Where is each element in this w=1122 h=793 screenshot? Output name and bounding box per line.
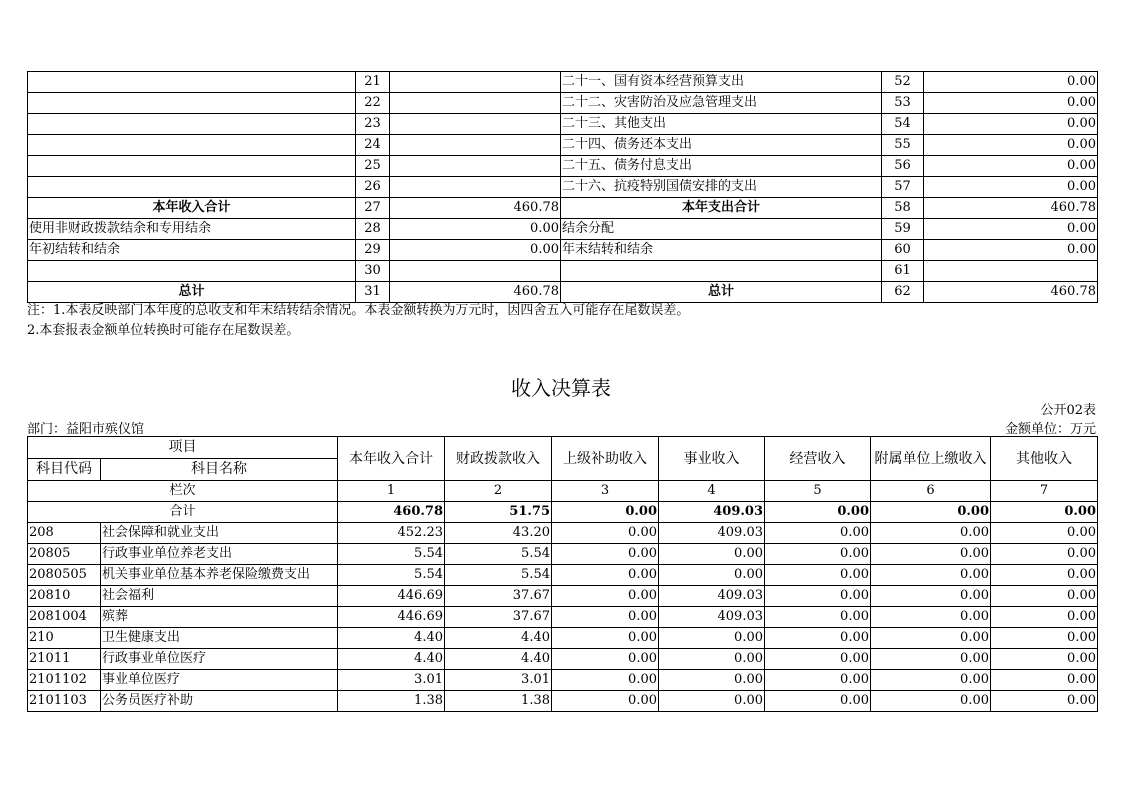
- subject-name: 行政事业单位养老支出: [101, 544, 338, 565]
- header-name: 科目名称: [101, 459, 338, 481]
- summary-right-no: 56: [882, 156, 924, 177]
- note-line-2: 2.本套报表金额单位转换时可能存在尾数误差。: [27, 323, 300, 338]
- subject-name: 事业单位医疗: [101, 670, 338, 691]
- summary-right-label: 二十三、其他支出: [561, 114, 882, 135]
- amount-cell: 446.69: [338, 607, 445, 628]
- amount-cell: 0.00: [552, 691, 659, 712]
- subject-code: 210: [28, 628, 101, 649]
- summary-right-amount: 460.78: [924, 282, 1098, 303]
- amount-cell: 0.00: [552, 544, 659, 565]
- summary-left-label: 使用非财政拨款结余和专用结余: [28, 219, 356, 240]
- summary-right-label: 总计: [561, 282, 882, 303]
- summary-left-amount: [390, 114, 561, 135]
- table-row: [28, 586, 1098, 607]
- summary-right-label: 本年支出合计: [561, 198, 882, 219]
- summary-left-no: 26: [356, 177, 390, 198]
- summary-left-label: 总计: [28, 282, 356, 303]
- summary-right-label: 二十六、抗疫特别国债安排的支出: [561, 177, 882, 198]
- department-label: 部门：益阳市殡仪馆: [27, 422, 145, 437]
- summary-left-amount: [390, 93, 561, 114]
- amount-cell: 0.00: [659, 544, 765, 565]
- summary-right-label: 二十五、债务付息支出: [561, 156, 882, 177]
- amount-cell: 0.00: [765, 523, 871, 544]
- amount-cell: 3.01: [445, 670, 552, 691]
- summary-right-no: 60: [882, 240, 924, 261]
- subject-code: 20805: [28, 544, 101, 565]
- summary-row: [28, 177, 1098, 198]
- summary-left-no: 21: [356, 72, 390, 93]
- header-col-1: 本年收入合计: [338, 437, 445, 481]
- subject-code: 2080505: [28, 565, 101, 586]
- amount-cell: 0.00: [991, 628, 1098, 649]
- amount-cell: 5.54: [445, 565, 552, 586]
- table-row: [28, 670, 1098, 691]
- table-row: [28, 523, 1098, 544]
- summary-row: [28, 156, 1098, 177]
- amount-cell: 0.00: [991, 565, 1098, 586]
- amount-cell: 0.00: [871, 544, 991, 565]
- summary-left-no: 28: [356, 219, 390, 240]
- summary-row: [28, 114, 1098, 135]
- summary-left-label: [28, 114, 356, 135]
- amount-cell: 4.40: [445, 649, 552, 670]
- column-index: 1: [338, 481, 445, 502]
- summary-right-no: 55: [882, 135, 924, 156]
- summary-right-amount: 0.00: [924, 93, 1098, 114]
- summary-right-label: 年末结转和结余: [561, 240, 882, 261]
- amount-cell: 0.00: [552, 523, 659, 544]
- summary-row: [28, 72, 1098, 93]
- subject-name: 社会福利: [101, 586, 338, 607]
- amount-cell: 452.23: [338, 523, 445, 544]
- total-cell: 51.75: [445, 502, 552, 523]
- total-cell: 0.00: [765, 502, 871, 523]
- amount-cell: 0.00: [659, 649, 765, 670]
- note-line-1: 注：1.本表反映部门本年度的总收支和年末结转结余情况。本表金额转换为万元时，因四舍五入可能存在尾数误差。: [27, 303, 690, 318]
- column-index-label: 栏次: [28, 481, 338, 502]
- summary-left-label: [28, 135, 356, 156]
- column-index: 7: [991, 481, 1098, 502]
- amount-cell: 446.69: [338, 586, 445, 607]
- summary-right-label: 二十二、灾害防治及应急管理支出: [561, 93, 882, 114]
- page-title: 收入决算表: [511, 376, 611, 400]
- summary-row: [28, 261, 1098, 282]
- column-index: 5: [765, 481, 871, 502]
- header-col-5: 经营收入: [765, 437, 871, 481]
- summary-right-no: 58: [882, 198, 924, 219]
- amount-cell: 0.00: [552, 586, 659, 607]
- amount-cell: 0.00: [871, 586, 991, 607]
- amount-cell: 0.00: [991, 523, 1098, 544]
- summary-right-label: 结余分配: [561, 219, 882, 240]
- amount-cell: 4.40: [445, 628, 552, 649]
- amount-cell: 0.00: [765, 607, 871, 628]
- amount-cell: 1.38: [338, 691, 445, 712]
- total-cell: 460.78: [338, 502, 445, 523]
- amount-cell: 0.00: [659, 670, 765, 691]
- amount-cell: 0.00: [552, 628, 659, 649]
- total-cell: 0.00: [991, 502, 1098, 523]
- header-col-4: 事业收入: [659, 437, 765, 481]
- amount-cell: 0.00: [552, 607, 659, 628]
- summary-right-no: 57: [882, 177, 924, 198]
- amount-cell: 3.01: [338, 670, 445, 691]
- amount-cell: 409.03: [659, 607, 765, 628]
- amount-cell: 0.00: [552, 565, 659, 586]
- subject-name: 公务员医疗补助: [101, 691, 338, 712]
- subject-code: 2101103: [28, 691, 101, 712]
- summary-right-amount: [924, 261, 1098, 282]
- subject-code: 21011: [28, 649, 101, 670]
- table-row: [28, 628, 1098, 649]
- summary-right-no: 54: [882, 114, 924, 135]
- total-cell: 0.00: [871, 502, 991, 523]
- summary-right-amount: 0.00: [924, 135, 1098, 156]
- amount-cell: 0.00: [552, 649, 659, 670]
- header-col-7: 其他收入: [991, 437, 1098, 481]
- summary-left-amount: [390, 156, 561, 177]
- subject-code: 20810: [28, 586, 101, 607]
- income-expense-summary-table: [27, 71, 1098, 303]
- amount-cell: 43.20: [445, 523, 552, 544]
- amount-cell: 5.54: [445, 544, 552, 565]
- subject-name: 社会保障和就业支出: [101, 523, 338, 544]
- summary-left-label: [28, 72, 356, 93]
- table-row: [28, 691, 1098, 712]
- summary-right-no: 61: [882, 261, 924, 282]
- summary-row: [28, 282, 1098, 303]
- amount-cell: 5.54: [338, 544, 445, 565]
- summary-left-label: [28, 261, 356, 282]
- column-index: 2: [445, 481, 552, 502]
- amount-cell: 0.00: [991, 544, 1098, 565]
- summary-left-amount: 0.00: [390, 240, 561, 261]
- amount-cell: 0.00: [871, 628, 991, 649]
- amount-cell: 0.00: [765, 670, 871, 691]
- amount-cell: 0.00: [871, 691, 991, 712]
- amount-cell: 0.00: [765, 628, 871, 649]
- summary-right-no: 59: [882, 219, 924, 240]
- summary-left-no: 29: [356, 240, 390, 261]
- amount-cell: 0.00: [871, 670, 991, 691]
- subject-name: 卫生健康支出: [101, 628, 338, 649]
- summary-left-amount: [390, 177, 561, 198]
- summary-left-label: [28, 93, 356, 114]
- summary-left-amount: 0.00: [390, 219, 561, 240]
- summary-right-no: 52: [882, 72, 924, 93]
- table-row: [28, 607, 1098, 628]
- amount-cell: 0.00: [659, 628, 765, 649]
- column-index: 4: [659, 481, 765, 502]
- summary-right-amount: 0.00: [924, 219, 1098, 240]
- summary-row: [28, 240, 1098, 261]
- summary-right-amount: 0.00: [924, 72, 1098, 93]
- summary-right-amount: 0.00: [924, 177, 1098, 198]
- form-number: 公开02表: [1040, 403, 1096, 418]
- summary-left-label: 年初结转和结余: [28, 240, 356, 261]
- column-index: 6: [871, 481, 991, 502]
- amount-cell: 5.54: [338, 565, 445, 586]
- summary-right-amount: 460.78: [924, 198, 1098, 219]
- summary-left-amount: 460.78: [390, 198, 561, 219]
- summary-left-no: 22: [356, 93, 390, 114]
- subject-name: 行政事业单位医疗: [101, 649, 338, 670]
- summary-left-no: 24: [356, 135, 390, 156]
- summary-left-no: 30: [356, 261, 390, 282]
- amount-cell: 0.00: [765, 691, 871, 712]
- column-index: 3: [552, 481, 659, 502]
- table-row: [28, 565, 1098, 586]
- amount-cell: 0.00: [991, 586, 1098, 607]
- amount-cell: 409.03: [659, 523, 765, 544]
- amount-cell: 0.00: [765, 565, 871, 586]
- subject-code: 2101102: [28, 670, 101, 691]
- summary-left-label: 本年收入合计: [28, 198, 356, 219]
- summary-left-no: 27: [356, 198, 390, 219]
- summary-right-no: 53: [882, 93, 924, 114]
- total-label: 合计: [28, 502, 338, 523]
- table-row: [28, 649, 1098, 670]
- summary-left-no: 23: [356, 114, 390, 135]
- subject-name: 殡葬: [101, 607, 338, 628]
- total-row: [28, 502, 1098, 523]
- amount-cell: 0.00: [871, 607, 991, 628]
- header-col-6: 附属单位上缴收入: [871, 437, 991, 481]
- header-col-3: 上级补助收入: [552, 437, 659, 481]
- summary-left-label: [28, 156, 356, 177]
- amount-unit-label: 金额单位：万元: [1004, 422, 1096, 437]
- summary-left-amount: 460.78: [390, 282, 561, 303]
- summary-left-no: 31: [356, 282, 390, 303]
- summary-left-amount: [390, 261, 561, 282]
- amount-cell: 4.40: [338, 649, 445, 670]
- amount-cell: 0.00: [871, 523, 991, 544]
- header-code: 科目代码: [28, 459, 101, 481]
- summary-right-label: [561, 261, 882, 282]
- subject-code: 208: [28, 523, 101, 544]
- amount-cell: 0.00: [991, 670, 1098, 691]
- subject-name: 机关事业单位基本养老保险缴费支出: [101, 565, 338, 586]
- income-statement-table: [27, 436, 1098, 712]
- summary-right-no: 62: [882, 282, 924, 303]
- summary-row: [28, 198, 1098, 219]
- amount-cell: 37.67: [445, 586, 552, 607]
- amount-cell: 0.00: [552, 670, 659, 691]
- amount-cell: 0.00: [991, 607, 1098, 628]
- summary-row: [28, 93, 1098, 114]
- amount-cell: 0.00: [991, 649, 1098, 670]
- summary-left-amount: [390, 135, 561, 156]
- total-cell: 0.00: [552, 502, 659, 523]
- amount-cell: 1.38: [445, 691, 552, 712]
- amount-cell: 0.00: [871, 649, 991, 670]
- summary-left-label: [28, 177, 356, 198]
- amount-cell: 0.00: [659, 691, 765, 712]
- amount-cell: 0.00: [765, 586, 871, 607]
- notes: [27, 301, 689, 341]
- amount-cell: 0.00: [871, 565, 991, 586]
- summary-right-amount: 0.00: [924, 156, 1098, 177]
- summary-row: [28, 135, 1098, 156]
- amount-cell: 0.00: [991, 691, 1098, 712]
- summary-left-amount: [390, 72, 561, 93]
- summary-right-label: 二十一、国有资本经营预算支出: [561, 72, 882, 93]
- total-cell: 409.03: [659, 502, 765, 523]
- amount-cell: 0.00: [765, 649, 871, 670]
- summary-row: [28, 219, 1098, 240]
- table-row: [28, 544, 1098, 565]
- header-col-2: 财政拨款收入: [445, 437, 552, 481]
- amount-cell: 0.00: [765, 544, 871, 565]
- summary-right-amount: 0.00: [924, 240, 1098, 261]
- amount-cell: 4.40: [338, 628, 445, 649]
- amount-cell: 409.03: [659, 586, 765, 607]
- amount-cell: 0.00: [659, 565, 765, 586]
- summary-left-no: 25: [356, 156, 390, 177]
- amount-cell: 37.67: [445, 607, 552, 628]
- subject-code: 2081004: [28, 607, 101, 628]
- header-item: 项目: [28, 437, 338, 459]
- summary-right-amount: 0.00: [924, 114, 1098, 135]
- summary-right-label: 二十四、债务还本支出: [561, 135, 882, 156]
